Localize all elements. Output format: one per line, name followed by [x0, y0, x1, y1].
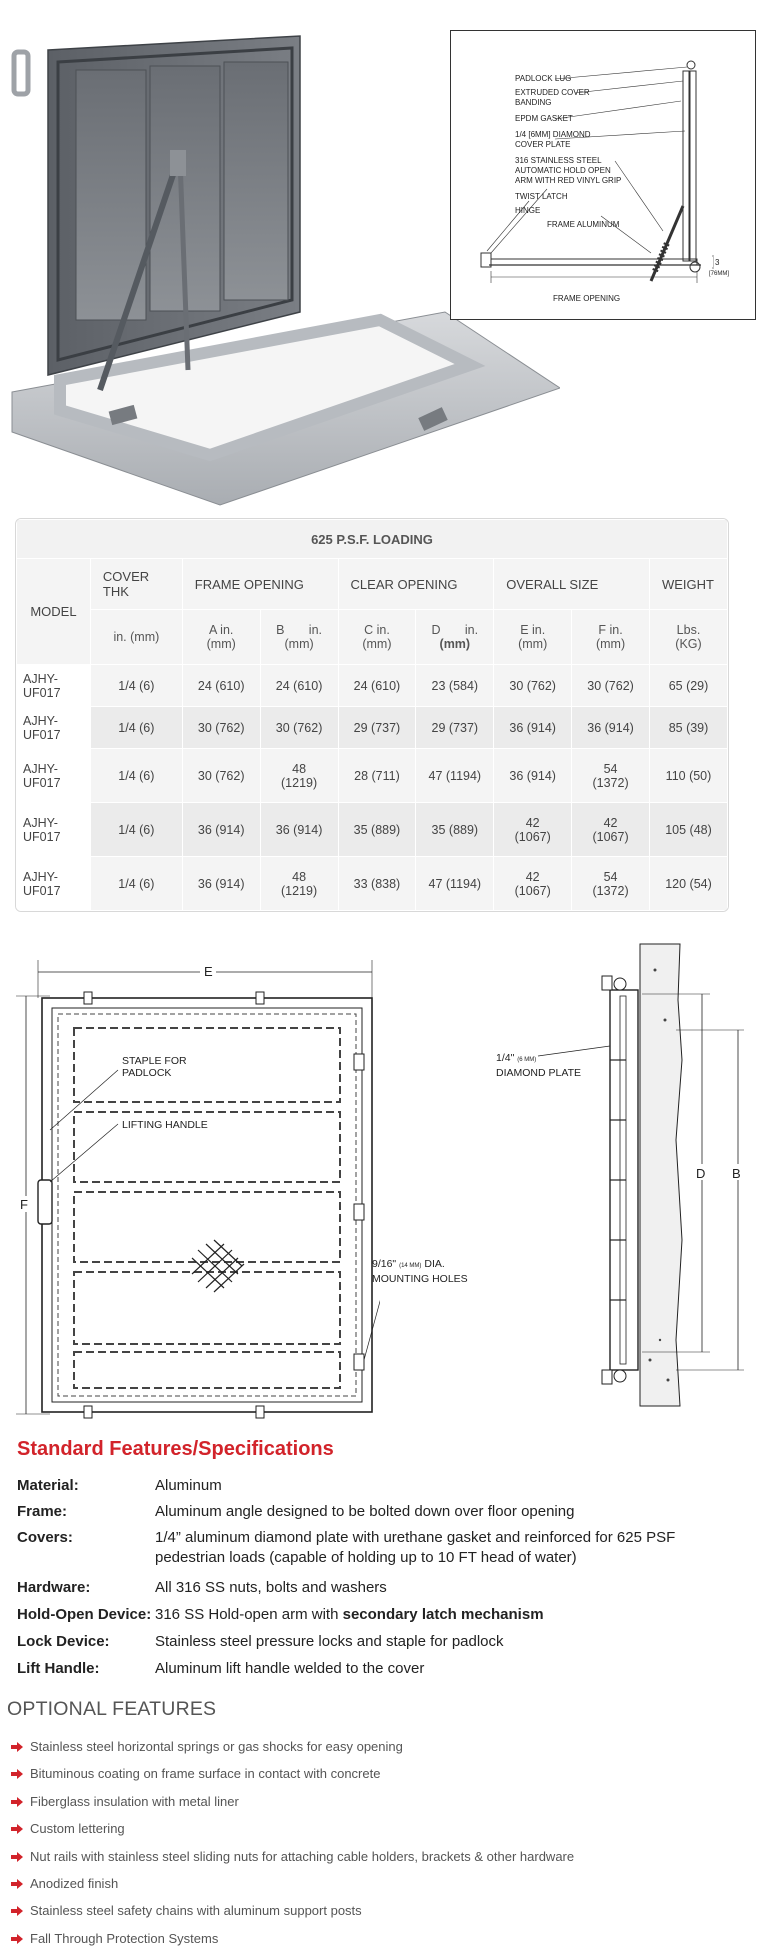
cell-c: 29 (737)	[338, 707, 416, 749]
cell-b: 48 (1219)	[260, 749, 338, 803]
red-arrow-icon	[10, 1878, 24, 1890]
label-arm-2: AUTOMATIC HOLD OPEN	[515, 166, 611, 175]
cell-w: 65 (29)	[649, 665, 727, 707]
cell-cover: 1/4 (6)	[90, 665, 182, 707]
table-row	[17, 707, 728, 749]
optional-features-title: OPTIONAL FEATURES	[7, 1698, 217, 1720]
cell-b: 24 (610)	[260, 665, 338, 707]
optional-feature-item	[10, 1764, 750, 1784]
optional-feature-text: Anodized finish	[30, 1876, 119, 1891]
label-diamond-1: 1/4 [6MM] DIAMOND	[515, 130, 591, 139]
cell-f: 42 (1067)	[572, 803, 650, 857]
cell-w: 85 (39)	[649, 707, 727, 749]
cell-cover: 1/4 (6)	[90, 803, 182, 857]
header-frame-opening: FRAME OPENING	[182, 559, 338, 610]
cell-cover: 1/4 (6)	[90, 857, 182, 911]
unit-weight: Lbs. (KG)	[649, 610, 727, 665]
label-dim-3: 3	[715, 258, 720, 267]
label-frame-opening: FRAME OPENING	[553, 294, 621, 303]
spec-table	[15, 518, 729, 912]
label-diamond-2: COVER PLATE	[515, 140, 571, 149]
section-diagram	[450, 30, 756, 320]
optional-feature-item	[10, 1929, 750, 1949]
label-mounting-holes: 9/16" (14 MM) DIA. MOUNTING HOLES	[372, 1258, 468, 1285]
header-cover-thk: COVER THK	[90, 559, 182, 610]
cell-a: 36 (914)	[182, 803, 260, 857]
optional-feature-item	[10, 1847, 750, 1867]
cell-e: 42 (1067)	[494, 803, 572, 857]
cell-a: 30 (762)	[182, 707, 260, 749]
cell-c: 28 (711)	[338, 749, 416, 803]
feature-emphasis: secondary latch mechanism	[342, 1606, 544, 1623]
cell-d: 35 (889)	[416, 803, 494, 857]
optional-feature-text: Stainless steel horizontal springs or gas shocks for easy opening	[30, 1739, 403, 1754]
cell-d: 47 (1194)	[416, 749, 494, 803]
optional-feature-text: Custom lettering	[30, 1821, 125, 1836]
red-arrow-icon	[10, 1796, 24, 1808]
cell-a: 24 (610)	[182, 665, 260, 707]
red-arrow-icon	[10, 1905, 24, 1917]
dim-b: B	[732, 1166, 741, 1181]
label-staple-2: PADLOCK	[122, 1067, 172, 1079]
cell-e: 42 (1067)	[494, 857, 572, 911]
red-arrow-icon	[10, 1768, 24, 1780]
optional-feature-text: Fall Through Protection Systems	[30, 1931, 219, 1946]
cell-b: 36 (914)	[260, 803, 338, 857]
optional-feature-text: Nut rails with stainless steel sliding nuts for attaching cable holders, brackets & other hardware	[30, 1849, 575, 1864]
unit-c: C in. (mm)	[338, 610, 416, 665]
cell-d: 23 (584)	[416, 665, 494, 707]
cell-model: AJHY-UF017	[17, 665, 91, 707]
feature-value: Aluminum angle designed to be bolted down over floor opening	[155, 1503, 575, 1520]
unit-d: D in. (mm)	[416, 610, 494, 665]
feature-key: Lock Device:	[17, 1633, 110, 1650]
cell-model: AJHY-UF017	[17, 803, 91, 857]
optional-feature-item	[10, 1874, 750, 1894]
cell-cover: 1/4 (6)	[90, 707, 182, 749]
cell-e: 30 (762)	[494, 665, 572, 707]
cell-f: 36 (914)	[572, 707, 650, 749]
label-extruded-2: BANDING	[515, 98, 552, 107]
cell-f: 30 (762)	[572, 665, 650, 707]
cell-a: 30 (762)	[182, 749, 260, 803]
cell-model: AJHY-UF017	[17, 749, 91, 803]
unit-a: A in. (mm)	[182, 610, 260, 665]
cell-w: 110 (50)	[649, 749, 727, 803]
feature-key: Material:	[17, 1477, 79, 1494]
cell-d: 47 (1194)	[416, 857, 494, 911]
red-arrow-icon	[10, 1851, 24, 1863]
label-lifting-handle: LIFTING HANDLE	[122, 1119, 208, 1131]
feature-key: Hold-Open Device:	[17, 1606, 152, 1623]
cell-w: 105 (48)	[649, 803, 727, 857]
label-frame-aluminum: FRAME ALUMINUM	[547, 220, 620, 229]
label-staple-1: STAPLE FOR	[122, 1055, 187, 1067]
feature-value: All 316 SS nuts, bolts and washers	[155, 1579, 387, 1596]
label-diamond-plate: 1/4" (6 MM) DIAMOND PLATE	[496, 1052, 581, 1079]
cell-f: 54 (1372)	[572, 749, 650, 803]
label-dim-76mm: [76MM]	[709, 271, 730, 277]
table-title: 625 P.S.F. LOADING	[17, 520, 728, 559]
optional-feature-text: Bituminous coating on frame surface in contact with concrete	[30, 1766, 381, 1781]
unit-b: B in. (mm)	[260, 610, 338, 665]
optional-feature-item	[10, 1819, 750, 1839]
cell-w: 120 (54)	[649, 857, 727, 911]
unit-f: F in. (mm)	[572, 610, 650, 665]
feature-key: Frame:	[17, 1503, 68, 1520]
label-arm-3: ARM WITH RED VINYL GRIP	[515, 176, 622, 185]
table-row	[17, 749, 728, 803]
dim-f: F	[20, 1197, 28, 1212]
feature-value: Aluminum lift handle welded to the cover	[155, 1660, 425, 1677]
label-padlock-lug: PADLOCK LUG	[515, 74, 572, 83]
red-arrow-icon	[10, 1933, 24, 1945]
feature-key: Covers:	[17, 1529, 73, 1546]
cell-b: 30 (762)	[260, 707, 338, 749]
cell-a: 36 (914)	[182, 857, 260, 911]
optional-feature-item	[10, 1737, 750, 1757]
cell-c: 33 (838)	[338, 857, 416, 911]
unit-e: E in. (mm)	[494, 610, 572, 665]
optional-feature-item	[10, 1792, 750, 1812]
optional-feature-text: Stainless steel safety chains with aluminum support posts	[30, 1903, 362, 1918]
label-twist-latch: TWIST LATCH	[515, 192, 568, 201]
standard-features-title: Standard Features/Specifications	[17, 1438, 334, 1460]
label-hinge: HINGE	[515, 206, 541, 215]
label-arm-1: 316 STAINLESS STEEL	[515, 156, 602, 165]
dim-e: E	[204, 964, 213, 979]
feature-value: 316 SS Hold-open arm with secondary latch mechanism	[155, 1606, 544, 1623]
optional-feature-text: Fiberglass insulation with metal liner	[30, 1794, 239, 1809]
header-weight: WEIGHT	[649, 559, 727, 610]
optional-feature-item	[10, 1901, 750, 1921]
cell-f: 54 (1372)	[572, 857, 650, 911]
table-row	[17, 803, 728, 857]
header-model: MODEL	[17, 559, 91, 665]
feature-value: Stainless steel pressure locks and staple for padlock	[155, 1633, 504, 1650]
dim-d: D	[696, 1166, 706, 1181]
feature-key: Lift Handle:	[17, 1660, 100, 1677]
red-arrow-icon	[10, 1741, 24, 1753]
red-arrow-icon	[10, 1823, 24, 1835]
cell-c: 35 (889)	[338, 803, 416, 857]
cell-b: 48 (1219)	[260, 857, 338, 911]
feature-value: 1/4” aluminum diamond plate with urethane gasket and reinforced for 625 PSF pedestrian loads (capable of holding up to 10 FT head of water)	[155, 1529, 676, 1566]
label-epdm-gasket: EPDM GASKET	[515, 114, 573, 123]
cell-c: 24 (610)	[338, 665, 416, 707]
header-overall-size: OVERALL SIZE	[494, 559, 650, 610]
label-extruded-1: EXTRUDED COVER	[515, 88, 590, 97]
unit-cover: in. (mm)	[90, 610, 182, 665]
feature-value: Aluminum	[155, 1477, 222, 1494]
side-view-drawing	[480, 940, 755, 1410]
cell-cover: 1/4 (6)	[90, 749, 182, 803]
cell-model: AJHY-UF017	[17, 857, 91, 911]
feature-key: Hardware:	[17, 1579, 91, 1596]
cell-model: AJHY-UF017	[17, 707, 91, 749]
front-view-drawing	[10, 948, 380, 1428]
cell-e: 36 (914)	[494, 707, 572, 749]
table-row	[17, 665, 728, 707]
header-clear-opening: CLEAR OPENING	[338, 559, 494, 610]
cell-d: 29 (737)	[416, 707, 494, 749]
table-row	[17, 857, 728, 911]
cell-e: 36 (914)	[494, 749, 572, 803]
